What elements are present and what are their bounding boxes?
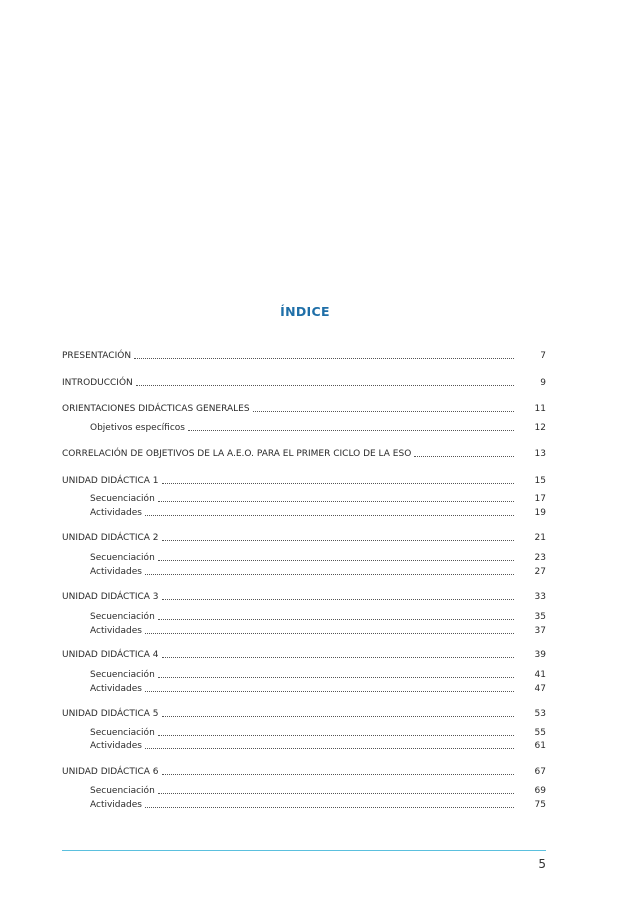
toc-entry-label: UNIDAD DIDÁCTICA 3 <box>62 592 159 602</box>
toc-entry-page: 23 <box>534 553 546 563</box>
dot-leader <box>253 411 514 412</box>
toc-entry-label: Secuenciación <box>90 728 155 738</box>
toc-entry-orientaciones[interactable] <box>62 402 546 415</box>
toc-subentry-secuenciacion[interactable] <box>90 551 546 564</box>
toc-entry-label: UNIDAD DIDÁCTICA 4 <box>62 650 159 660</box>
dot-leader <box>162 657 514 658</box>
toc-subentry-actividades[interactable] <box>90 506 546 519</box>
toc-entry-label: CORRELACIÓN DE OBJETIVOS DE LA A.E.O. PARA EL PRIMER CICLO DE LA ESO <box>62 449 412 459</box>
toc-subentry-secuenciacion[interactable] <box>90 492 546 505</box>
dot-leader <box>134 358 514 359</box>
toc-entry-label: ORIENTACIONES DIDÁCTICAS GENERALES <box>62 404 250 414</box>
dot-leader <box>136 385 514 386</box>
toc-entry-page: 7 <box>540 351 546 361</box>
toc-subentry-secuenciacion[interactable] <box>90 784 546 797</box>
toc-entry-label: Objetivos específicos <box>90 423 185 433</box>
dot-leader <box>162 540 514 541</box>
toc-entry-label: Actividades <box>90 684 142 694</box>
dot-leader <box>145 748 514 749</box>
page-number: 5 <box>538 857 546 871</box>
footer-rule <box>62 850 546 851</box>
toc-entry-label: Secuenciación <box>90 494 155 504</box>
toc-entry-page: 41 <box>534 670 546 680</box>
toc-entry-label: Actividades <box>90 800 142 810</box>
toc-entry-label: UNIDAD DIDÁCTICA 2 <box>62 533 159 543</box>
toc-entry-page: 35 <box>534 612 546 622</box>
dot-leader <box>158 619 514 620</box>
toc-entry-label: UNIDAD DIDÁCTICA 1 <box>62 476 159 486</box>
toc-subentry-objetivos[interactable] <box>90 421 546 434</box>
toc-entry-unidad-6[interactable] <box>62 765 546 778</box>
toc-entry-page: 47 <box>534 684 546 694</box>
dot-leader <box>158 501 514 502</box>
dot-leader <box>145 515 514 516</box>
toc-entry-unidad-5[interactable] <box>62 707 546 720</box>
toc-entry-label: Actividades <box>90 741 142 751</box>
dot-leader <box>162 599 514 600</box>
toc-entry-label: Secuenciación <box>90 670 155 680</box>
toc-entry-page: 11 <box>534 404 546 414</box>
toc-entry-correlacion[interactable] <box>62 447 546 460</box>
dot-leader <box>158 735 514 736</box>
toc-subentry-actividades[interactable] <box>90 565 546 578</box>
toc-entry-page: 55 <box>534 728 546 738</box>
toc-entry-presentacion[interactable] <box>62 349 546 362</box>
dot-leader <box>158 560 514 561</box>
dot-leader <box>162 716 514 717</box>
toc-entry-page: 13 <box>534 449 546 459</box>
toc-entry-page: 12 <box>534 423 546 433</box>
toc-entry-page: 69 <box>534 786 546 796</box>
toc-entry-page: 53 <box>534 709 546 719</box>
toc-subentry-secuenciacion[interactable] <box>90 726 546 739</box>
toc-entry-page: 33 <box>534 592 546 602</box>
index-title: ÍNDICE <box>280 304 330 319</box>
toc-entry-page: 39 <box>534 650 546 660</box>
toc-subentry-actividades[interactable] <box>90 682 546 695</box>
toc-entry-page: 27 <box>534 567 546 577</box>
toc-entry-label: UNIDAD DIDÁCTICA 6 <box>62 767 159 777</box>
dot-leader <box>414 456 514 457</box>
toc-entry-page: 15 <box>534 476 546 486</box>
toc-entry-unidad-1[interactable] <box>62 474 546 487</box>
toc-entry-page: 75 <box>534 800 546 810</box>
dot-leader <box>162 483 514 484</box>
toc-entry-label: Actividades <box>90 508 142 518</box>
toc-subentry-secuenciacion[interactable] <box>90 610 546 623</box>
toc-entry-page: 67 <box>534 767 546 777</box>
toc-subentry-actividades[interactable] <box>90 798 546 811</box>
toc-entry-page: 17 <box>534 494 546 504</box>
toc-entry-label: PRESENTACIÓN <box>62 351 132 361</box>
dot-leader <box>158 677 514 678</box>
toc-entry-label: Secuenciación <box>90 553 155 563</box>
toc-entry-unidad-2[interactable] <box>62 531 546 544</box>
toc-entry-unidad-4[interactable] <box>62 648 546 661</box>
toc-entry-page: 21 <box>534 533 546 543</box>
toc-entry-label: INTRODUCCIÓN <box>62 378 133 388</box>
toc-entry-label: Actividades <box>90 567 142 577</box>
toc-entry-introduccion[interactable] <box>62 376 546 389</box>
toc-entry-label: Actividades <box>90 626 142 636</box>
toc-entry-label: Secuenciación <box>90 612 155 622</box>
dot-leader <box>145 807 514 808</box>
dot-leader <box>145 691 514 692</box>
toc-subentry-secuenciacion[interactable] <box>90 668 546 681</box>
toc-entry-page: 61 <box>534 741 546 751</box>
toc-entry-page: 9 <box>540 378 546 388</box>
dot-leader <box>188 430 514 431</box>
toc-subentry-actividades[interactable] <box>90 739 546 752</box>
toc-subentry-actividades[interactable] <box>90 624 546 637</box>
toc-entry-page: 19 <box>534 508 546 518</box>
toc-entry-unidad-3[interactable] <box>62 590 546 603</box>
toc-entry-page: 37 <box>534 626 546 636</box>
dot-leader <box>145 574 514 575</box>
toc-entry-label: UNIDAD DIDÁCTICA 5 <box>62 709 159 719</box>
dot-leader <box>158 793 514 794</box>
dot-leader <box>145 633 514 634</box>
dot-leader <box>162 774 514 775</box>
toc-entry-label: Secuenciación <box>90 786 155 796</box>
